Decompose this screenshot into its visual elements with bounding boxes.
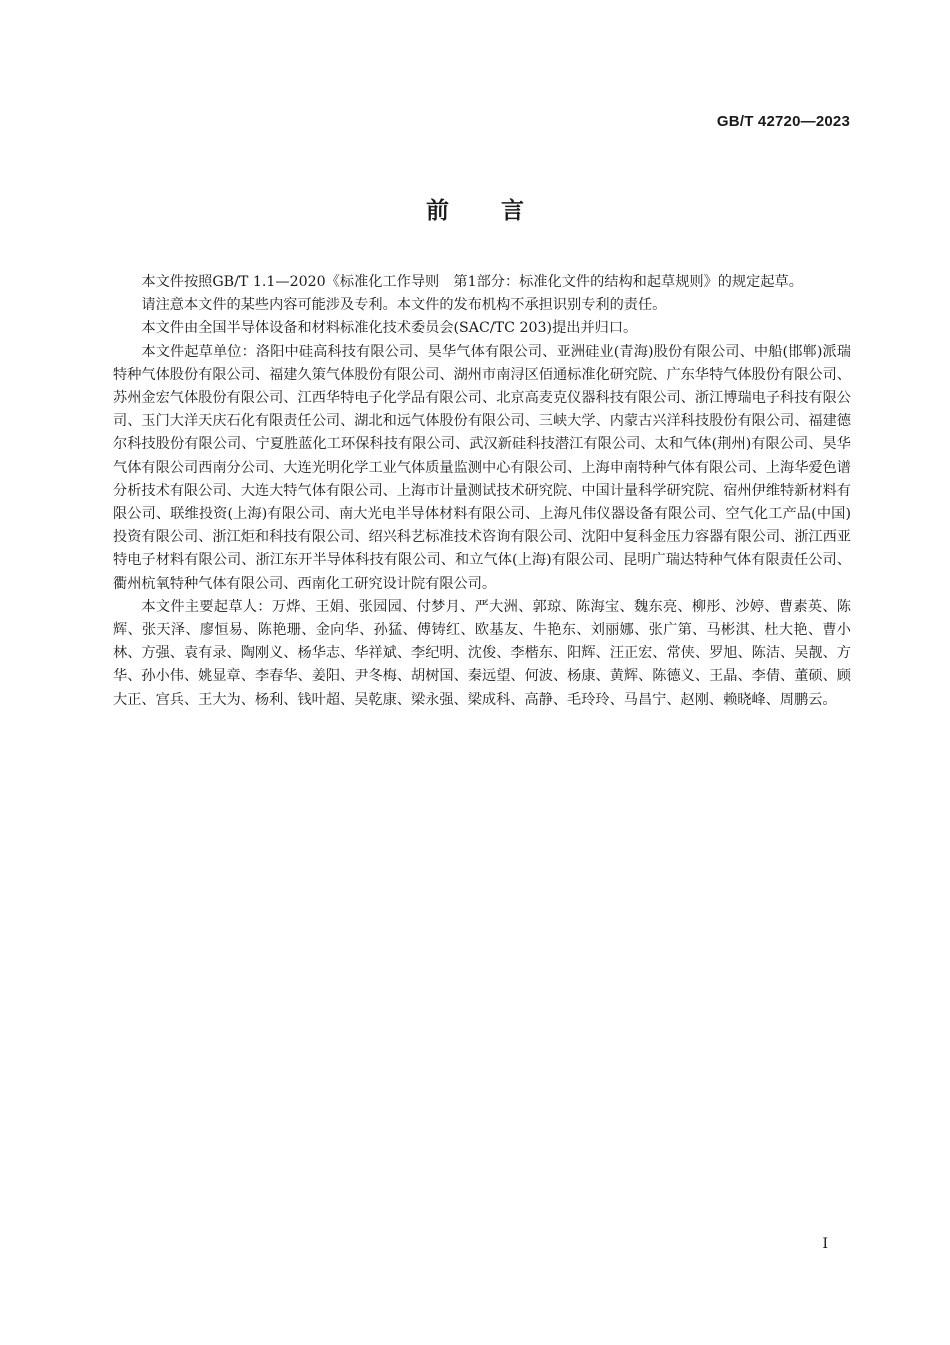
paragraph-drafters: 本文件主要起草人：万烨、王娟、张园园、付梦月、严大洲、郭琼、陈海宝、魏东亮、柳彤、沙婷、曹素英、陈辉、张天泽、廖恒易、陈艳珊、金向华、孙猛、傅铸红、欧基友、牛艳东、刘丽娜、张广第、马彬淇、杜大艳、曹小林、方强、袁有录、陶刚义、杨华志、华祥斌、李纪明、沈俊、李楷东、阳辉、汪正宏、常侠、罗旭、陈洁、吴靓、方华、孙小伟、姚显章、李春华、姜阳、尹冬梅、胡树国、秦远望、何波、杨康、黄辉、陈德义、王晶、李倩、董硕、顾大正、宫兵、王大为、杨利、钱叶超、吴乾康、梁永强、梁成科、高静、毛玲玲、马昌宁、赵刚、赖晓峰、周鹏云。 bbox=[113, 598, 851, 708]
standard-code: GB/T 42720—2023 bbox=[716, 113, 850, 130]
foreword-body bbox=[113, 271, 851, 712]
page-number: I bbox=[822, 1236, 828, 1252]
paragraph-proposer: 本文件由全国半导体设备和材料标准化技术委员会(SAC/TC 203)提出并归口。 bbox=[141, 320, 638, 337]
page-title: 前言 bbox=[426, 198, 576, 224]
paragraph-drafting-rules: 本文件按照GB/T 1.1—2020《标准化工作导则 第1部分：标准化文件的结构和起草规则》的规定起草。 bbox=[141, 274, 803, 290]
paragraph-drafting-units: 本文件起草单位：洛阳中硅高科技有限公司、昊华气体有限公司、亚洲硅业(青海)股份有限公司、中船(邯郸)派瑞特种气体股份有限公司、福建久策气体股份有限公司、湖州市南浔区佰通标准化研究院、广东华特气体股份有限公司、苏州金宏气体股份有限公司、江西华特电子化学品有限公司、北京高麦克仪器科技有限公司、浙江博瑞电子科技有限公司、玉门大洋天庆石化有限责任公司、湖北和远气体股份有限公司、三峡大学、内蒙古兴洋科技股份有限公司、福建德尔科技股份有限公司、宁夏胜蓝化工环保科技有限公司、武汉新硅科技潜江有限公司、太和气体(荆州)有限公司、昊华气体有限公司西南分公司、大连光明化学工业气体质量监测中心有限公司、上海申南特种气体有限公司、上海华爱色谱分析技术有限公司、大连大特气体有限公司、上海市计量测试技术研究院、中国计量科学研究院、宿州伊维特新材料有限公司、联维投资(上海)有限公司、南大光电半导体材料有限公司、上海凡伟仪器设备有限公司、空气化工产品(中国)投资有限公司、浙江炬和科技有限公司、绍兴科艺标准技术咨询有限公司、沈阳中复科金压力容器有限公司、浙江西亚特电子材料有限公司、浙江东开半导体科技有限公司、和立气体(上海)有限公司、昆明广瑞达特种气体有限责任公司、衢州杭氧特种气体有限公司、西南化工研究设计院有限公司。 bbox=[113, 343, 851, 592]
paragraph-patent-notice: 请注意本文件的某些内容可能涉及专利。本文件的发布机构不承担识别专利的责任。 bbox=[141, 297, 667, 314]
